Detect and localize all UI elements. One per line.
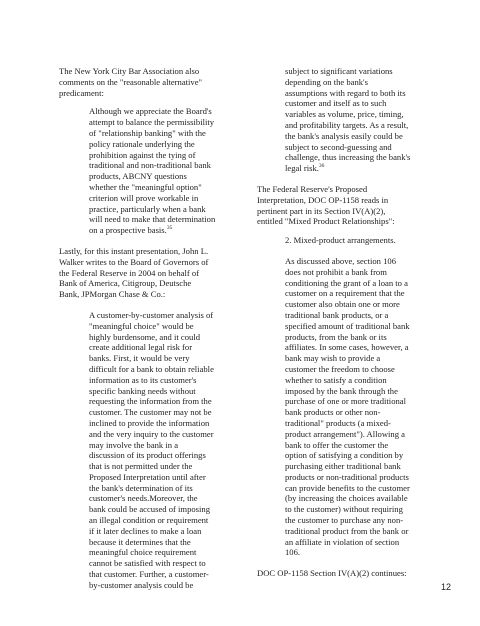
text-line: [285, 163, 437, 174]
text-line: pertinent part in its Section IV(A)(2),: [257, 205, 386, 216]
text-line: customer the freedom to choose: [285, 363, 395, 374]
text-line: inclined to provide the information: [89, 417, 210, 428]
text-line: product arrangement"). Allowing a: [285, 428, 405, 439]
text-line: that customer. Further, a customer-: [89, 569, 209, 580]
text-line: traditional product from the bank or: [285, 525, 409, 536]
text-line: assumptions with regard to both its: [285, 87, 406, 98]
text-line: depending on the bank's: [285, 76, 368, 87]
text-line: to the customer) without requiring: [285, 504, 403, 515]
text-line: prohibition against the tying of: [89, 149, 196, 160]
text-line: information as to its customer's: [89, 374, 197, 385]
text-line: does not prohibit a bank from: [285, 266, 387, 277]
text-line: The Federal Reserve's Proposed: [257, 183, 368, 194]
text-line: customer and itself as to such: [285, 98, 387, 109]
continues-line: DOC OP-1158 Section IV(A)(2) continues:: [257, 568, 407, 579]
text-line: and the very inquiry to the customer: [89, 428, 214, 439]
text-line: bank to offer the customer the: [285, 439, 389, 450]
text-line: variables as volume, price, timing,: [285, 109, 404, 120]
right-column: [257, 66, 437, 579]
text-line: customer also obtain one or more: [285, 299, 400, 310]
cont-last-text: legal risk.: [285, 163, 319, 174]
text-line: Lastly, for this instant presentation, John L.: [59, 245, 209, 256]
text-line: products or non-traditional products: [285, 471, 409, 482]
text-line: practice, particularly when a bank: [89, 203, 206, 214]
text-line: create additional legal risk for: [89, 342, 193, 353]
left-column: [59, 66, 241, 591]
text-line: criterion will prove workable in: [89, 192, 199, 203]
text-line: affiliates. In some cases, however, a: [285, 342, 409, 353]
walker-quote-continued: [285, 66, 437, 174]
text-line: may involve the bank in a: [89, 439, 179, 450]
section-heading: 2. Mixed-product arrangements.: [285, 235, 396, 246]
text-line: requesting the information from the: [89, 396, 212, 407]
text-line: specific banking needs without: [89, 385, 196, 396]
walker-quote: [89, 310, 241, 591]
text-line: subject to significant variations: [285, 66, 393, 76]
text-line: discussion of its product offerings: [89, 450, 206, 461]
text-line: subject to second-guessing and: [285, 141, 392, 152]
text-line: Bank, JPMorgan Chase & Co.:: [59, 289, 166, 300]
text-line: the Federal Reserve in 2004 on behalf of: [59, 267, 200, 278]
text-line: the customer to purchase any non-: [285, 515, 404, 526]
text-line: policy rationale underlying the: [89, 138, 195, 149]
text-line: 106.: [285, 547, 301, 558]
text-line: specified amount of traditional bank: [285, 320, 410, 331]
text-line: Bank of America, Citigroup, Deutsche: [59, 278, 192, 289]
text-line: Walker writes to the Board of Governors of: [59, 256, 209, 267]
page-number: 12: [441, 582, 452, 592]
text-line: Interpretation, DOC OP-1158 reads in: [257, 194, 389, 205]
text-line: (by increasing the choices available: [285, 493, 408, 504]
text-line: purchasing either traditional bank: [285, 461, 401, 472]
text-line: customer. The customer may not be: [89, 407, 212, 418]
text-line: the bank's determination of its: [89, 482, 193, 493]
text-line: meaningful choice requirement: [89, 547, 197, 558]
text-line: entitled "Mixed Product Relationships":: [257, 216, 395, 227]
text-line: The New York City Bar Association also: [59, 66, 200, 76]
footnote-marker-36: 36: [318, 163, 325, 170]
text-line: the bank's analysis easily could be: [285, 130, 403, 141]
text-line: by-customer analysis could be: [89, 579, 194, 590]
text-line: "meaningful choice" would be: [89, 320, 194, 331]
text-line: cannot be satisfied with respect to: [89, 558, 206, 569]
text-line: As discussed above, section 106: [285, 255, 396, 266]
text-line: attempt to balance the permissibility: [89, 117, 215, 128]
text-line: traditional bank products, or a: [285, 309, 389, 320]
text-line: conditioning the grant of a loan to a: [285, 277, 408, 288]
text-line: traditional and non-traditional bank: [89, 160, 211, 171]
text-line: bank may wish to provide a: [285, 353, 381, 364]
quote1-last-text: on a prospective basis.: [89, 225, 167, 236]
text-line: customer on a requirement that the: [285, 288, 405, 299]
text-line: if it later declines to make a loan: [89, 525, 202, 536]
text-line: of "relationship banking" with the: [89, 127, 206, 138]
text-line: whether the "meaningful option": [89, 181, 202, 192]
text-line: will need to make that determination: [89, 214, 216, 225]
text-line: purchase of one or more traditional: [285, 396, 406, 407]
text-line: can provide benefits to the customer: [285, 482, 410, 493]
fed-quote: [285, 256, 437, 558]
text-line: products, ABCNY questions: [89, 171, 187, 182]
text-line: that is not permitted under the: [89, 461, 193, 472]
text-line: bank could be accused of imposing: [89, 504, 210, 515]
text-line: because it determines that the: [89, 536, 191, 547]
text-line: option of satisfying a condition by: [285, 450, 404, 461]
text-line: customer's needs.Moreover, the: [89, 493, 198, 504]
walker-paragraph: [59, 246, 241, 300]
text-line: traditional" products (a mixed-: [285, 417, 391, 428]
text-line: whether to satisfy a condition: [285, 374, 387, 385]
text-line: imposed by the bank through the: [285, 385, 398, 396]
text-line: an illegal condition or requirement: [89, 515, 209, 526]
text-line: Although we appreciate the Board's: [89, 106, 212, 117]
text-line: challenge, thus increasing the bank's: [285, 152, 411, 163]
text-line: an affiliate in violation of section: [285, 536, 400, 547]
footnote-marker-35: 35: [166, 225, 173, 232]
text-line: predicament:: [59, 87, 104, 98]
intro-paragraph: [59, 66, 241, 98]
text-line: comments on the "reasonable alternative": [59, 76, 203, 87]
text-line: difficult for a bank to obtain reliable: [89, 363, 214, 374]
text-line: A customer-by-customer analysis of: [89, 309, 214, 320]
text-line: [89, 225, 241, 236]
fed-intro-paragraph: [257, 184, 437, 227]
text-line: products, from the bank or its: [285, 331, 387, 342]
text-line: banks. First, it would be very: [89, 353, 190, 364]
text-line: highly burdensome, and it could: [89, 331, 200, 342]
text-line: Proposed Interpretation until after: [89, 471, 206, 482]
text-line: bank products or other non-: [285, 407, 381, 418]
abcny-quote: [89, 106, 241, 236]
text-line: and profitability targets. As a result,: [285, 119, 409, 130]
